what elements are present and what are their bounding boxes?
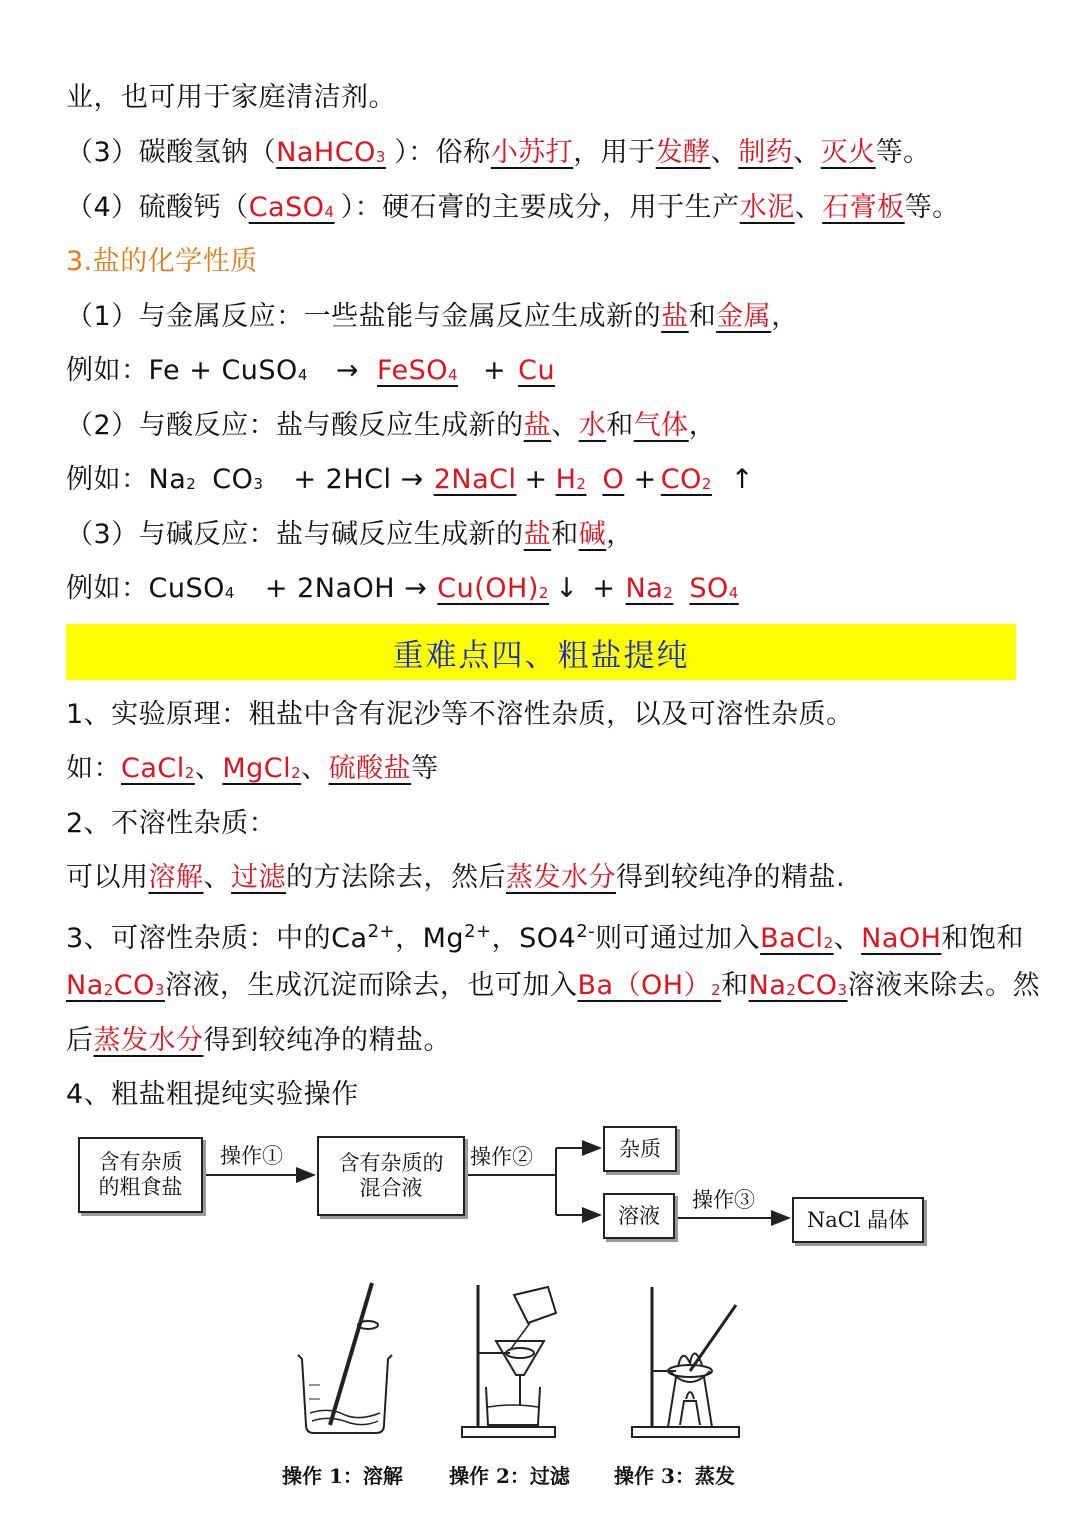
l9-prefix: （3）与碱反应：盐与碱反应生成新的 — [66, 519, 524, 550]
l18-suffix: 得到较纯净的精盐。 — [203, 1025, 451, 1056]
answer-xiaosuda: 小苏打 — [490, 137, 574, 168]
answer-cu: Cu — [518, 355, 556, 386]
l17-t1: 溶液，生成沉淀而除去，也可加入 — [164, 970, 578, 1001]
text-line-1 — [66, 78, 396, 118]
equation-base — [66, 569, 752, 613]
answer-na2so4 — [626, 569, 752, 613]
answer-na2co3-2 — [749, 970, 848, 1001]
answer-yan-3: 盐 — [523, 519, 552, 550]
l13-suffix: 等 — [411, 753, 439, 784]
text-l1: 业，也可用于家庭清洁剂。 — [66, 82, 396, 113]
eq2-sub2: 3 — [253, 475, 264, 493]
eq1-plus: + — [482, 355, 507, 386]
l3-prefix: （4）硫酸钙（ — [66, 192, 249, 223]
na2co3b-sub2: 3 — [837, 981, 848, 999]
l13-prefix: 如： — [66, 753, 121, 784]
co2-sub: 2 — [701, 475, 712, 493]
l7-prefix: （2）与酸反应：盐与酸反应生成新的 — [66, 410, 524, 441]
filtration-icon — [462, 1285, 556, 1437]
na2so4-sub2: 4 — [728, 584, 739, 602]
caption-evaporate: 操作 3：蒸发 — [614, 1464, 735, 1488]
answer-qiti: 气体 — [633, 410, 689, 441]
label-op3: 操作③ — [692, 1188, 755, 1212]
answer-cacl2 — [121, 753, 195, 784]
text-line-base-reaction — [66, 515, 634, 555]
answer-feso4 — [377, 351, 469, 395]
text-line-operation-title — [66, 1075, 359, 1115]
text-line-nahco3 — [66, 133, 931, 177]
bacl2-sub: 2 — [823, 934, 834, 952]
l15-suffix: 得到较纯净的精盐. — [616, 862, 846, 893]
l5-and: 和 — [688, 301, 717, 332]
section3-title: 3.盐的化学性质 — [66, 246, 258, 277]
flow-box-crude-salt — [78, 1137, 203, 1213]
so4-charge: 2- — [576, 921, 596, 942]
gas-up-arrow: ↑ — [730, 464, 754, 495]
answer-sulfate: 硫酸盐 — [328, 753, 412, 784]
l7-sep: 、 — [551, 410, 579, 441]
eq1-arrow: → — [335, 355, 359, 386]
box1-line1: 含有杂质 — [98, 1150, 183, 1174]
answer-jian: 碱 — [578, 519, 607, 550]
l14-text: 2、不溶性杂质： — [66, 808, 277, 839]
answer-yan: 盐 — [661, 301, 689, 332]
feso4-formula: FeSO — [376, 355, 449, 386]
l12-text: 1、实验原理：粗盐中含有泥沙等不溶性杂质，以及可溶性杂质。 — [66, 699, 854, 730]
box2-line1: 含有杂质的 — [338, 1151, 444, 1175]
l17-t2: 和 — [721, 970, 749, 1001]
answer-zhiyao: 制药 — [738, 137, 794, 168]
l16-t1: ，Mg — [395, 923, 465, 954]
l15-mid: 的方法除去，然后 — [286, 862, 506, 893]
l3-suffix: 等。 — [904, 192, 960, 223]
cuoh2-formula: Cu(OH) — [437, 573, 539, 604]
l16-t2: ，SO4 — [491, 923, 577, 954]
mgcl2-formula: MgCl — [222, 753, 292, 784]
l3-middle: ）：硬石膏的主要成分，用于生产 — [340, 192, 740, 223]
answer-miehuo: 灭火 — [820, 137, 876, 168]
mg-charge: 2+ — [464, 921, 492, 942]
text-line-principle — [66, 695, 854, 735]
flow-box-nacl — [792, 1197, 924, 1243]
answer-yan-2: 盐 — [523, 410, 552, 441]
eq3-plus: + — [592, 573, 616, 604]
answer-nahco3 — [276, 133, 394, 177]
l2-prefix: （3）碳酸氢钠（ — [66, 137, 277, 168]
flow-box-impurity — [603, 1126, 677, 1172]
caso4-formula: CaSO — [248, 192, 325, 223]
na2co3-sub2: 3 — [154, 981, 165, 999]
baoh2-formula: Ba（OH） — [577, 970, 712, 1001]
answer-naoh: NaOH — [861, 923, 942, 954]
caso4-sub: 4 — [324, 203, 335, 221]
flow-box-mixture — [317, 1136, 465, 1216]
l9-suffix: ， — [606, 519, 634, 550]
cacl2-sub: 2 — [184, 764, 195, 782]
answer-zhengfa: 蒸发水分 — [506, 862, 616, 893]
h2o-sub: 2 — [576, 475, 587, 493]
na2co3b-co: CO — [796, 970, 838, 1001]
caption-dissolve: 操作 1：溶解 — [282, 1464, 403, 1488]
l5-prefix: （1）与金属反应：一些盐能与金属反应生成新的 — [66, 301, 662, 332]
answer-caso4 — [249, 188, 341, 232]
ca-charge: 2+ — [367, 921, 396, 942]
na2co3-co: CO — [113, 970, 155, 1001]
answer-shui: 水 — [578, 410, 607, 441]
nahco3-sub: 3 — [375, 148, 386, 166]
l5-suffix: ， — [771, 301, 799, 332]
box1-line2: 的粗食盐 — [98, 1175, 183, 1199]
l7-suffix: ， — [688, 410, 717, 441]
box5-text: NaCl 晶体 — [806, 1207, 910, 1232]
eq3-sub1: 4 — [224, 584, 235, 602]
h2o-h: H — [555, 464, 577, 495]
l2-t2: ，用于 — [573, 137, 656, 168]
eq2-mid: + 2HCl → — [293, 464, 424, 495]
eq3-mid: + 2NaOH → — [264, 573, 428, 604]
co2-formula: CO — [660, 464, 702, 495]
eq2-plus1: + — [524, 464, 548, 495]
beaker-icon — [298, 1283, 392, 1433]
banner-title: 重难点四、粗盐提纯 — [392, 637, 690, 674]
apparatus-illustrations — [0, 1275, 1080, 1455]
answer-shigaoban: 石膏板 — [822, 192, 905, 223]
bacl2-formula: BaCl — [760, 923, 824, 954]
l15-prefix: 可以用 — [66, 862, 149, 893]
eq1-prefix: 例如：Fe + CuSO — [66, 355, 298, 386]
text-line-evaporate — [66, 1021, 451, 1061]
eq2-plus2: + — [633, 464, 657, 495]
text-line-insoluble — [66, 804, 276, 844]
na2co3-na: Na — [66, 970, 104, 1001]
l2-sep2: 、 — [793, 137, 821, 168]
feso4-sub: 4 — [448, 366, 459, 384]
box4-text: 溶液 — [618, 1203, 660, 1228]
equation-acid — [66, 460, 754, 504]
text-line-method — [66, 858, 845, 898]
na2co3b-sub: 2 — [786, 981, 797, 999]
l16-t3: 则可通过加入 — [595, 923, 761, 954]
answer-rongjie: 溶解 — [148, 862, 204, 893]
answer-jinshu: 金属 — [716, 301, 772, 332]
eq2-prefix: 例如：Na — [66, 464, 187, 495]
na2so4-so: SO — [689, 573, 729, 604]
label-op1: 操作① — [220, 1144, 283, 1168]
na2co3b-na: Na — [748, 970, 787, 1001]
mgcl2-sub: 2 — [291, 764, 302, 782]
l17-suffix: 溶液来除去。然 — [847, 970, 1041, 1001]
answer-mgcl2 — [222, 753, 301, 784]
answer-fajiao: 发酵 — [655, 137, 711, 168]
eq2-co: CO — [212, 464, 254, 495]
answer-2nacl: 2NaCl — [433, 464, 517, 495]
h2o-o: O — [602, 464, 625, 495]
nahco3-formula: NaHCO — [276, 137, 376, 168]
na2so4-na: Na — [625, 573, 664, 604]
na2co3-sub: 2 — [103, 981, 114, 999]
flow-box-solution — [603, 1193, 675, 1239]
caption-filter: 操作 2：过滤 — [449, 1464, 570, 1488]
box3-text: 杂质 — [619, 1136, 661, 1161]
l13-sep1: 、 — [194, 753, 223, 784]
cuoh2-sub: 2 — [538, 584, 549, 602]
cacl2-formula: CaCl — [121, 753, 185, 784]
l16-sep: 、 — [833, 923, 862, 954]
label-op2: 操作② — [470, 1145, 533, 1169]
l15-sep: 、 — [203, 862, 231, 893]
eq2-sub1: 2 — [186, 475, 197, 493]
evaporation-icon — [632, 1287, 739, 1437]
answer-h2o — [556, 460, 630, 504]
baoh2-sub: 2 — [711, 981, 722, 999]
l19-text: 4、粗盐粗提纯实验操作 — [66, 1079, 359, 1110]
eq1-sub1: 4 — [297, 366, 308, 384]
answer-bacl2 — [760, 923, 833, 954]
text-line-metal-reaction — [66, 297, 799, 337]
answer-na2co3 — [66, 970, 165, 1001]
section-heading-salt-properties — [66, 242, 258, 282]
section-banner — [66, 624, 1016, 680]
l2-middle: ）：俗称 — [394, 137, 491, 168]
answer-shuini: 水泥 — [739, 192, 795, 223]
answer-baoh2 — [577, 970, 721, 1001]
l18-prefix: 后 — [66, 1025, 94, 1056]
l2-suffix: 等。 — [875, 137, 931, 168]
box2-line2: 混合液 — [359, 1176, 423, 1200]
text-line-examples — [66, 749, 439, 793]
equation-metal — [66, 351, 555, 395]
l2-sep1: 、 — [710, 137, 739, 168]
l16-suffix: 和饱和 — [941, 923, 1024, 954]
text-line-soluble — [66, 912, 1024, 963]
l7-and: 和 — [606, 410, 634, 441]
answer-cuoh2 — [437, 569, 555, 613]
answer-co2 — [661, 460, 731, 504]
text-line-acid-reaction — [66, 406, 716, 446]
l16-prefix: 3、可溶性杂质：中的Ca — [66, 923, 368, 954]
l9-and: 和 — [551, 519, 579, 550]
answer-guolv: 过滤 — [231, 862, 286, 893]
answer-zhengfa-2: 蒸发水分 — [93, 1025, 204, 1056]
l3-sep1: 、 — [794, 192, 823, 223]
l13-sep2: 、 — [301, 753, 329, 784]
eq3-prefix: 例如：CuSO — [66, 573, 225, 604]
text-line-soluble-2 — [66, 966, 1040, 1010]
text-line-caso4 — [66, 188, 960, 232]
na2so4-sub: 2 — [663, 584, 674, 602]
precipitate-down-arrow: ↓ — [555, 573, 579, 604]
